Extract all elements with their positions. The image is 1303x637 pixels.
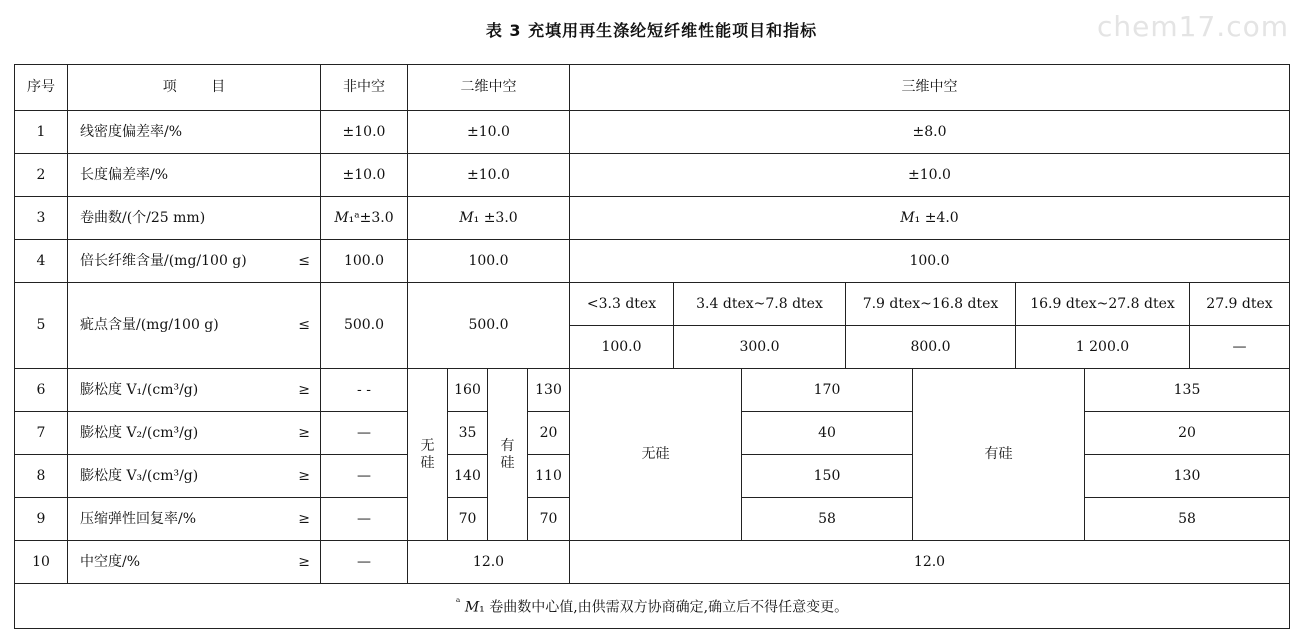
row-item-cell bbox=[68, 541, 321, 584]
spec-table bbox=[14, 64, 1290, 629]
row-no: 7 bbox=[15, 412, 68, 455]
range-value: 100.0 bbox=[570, 326, 674, 369]
header-2d-hollow: 二维中空 bbox=[408, 65, 570, 111]
solid-value: — bbox=[321, 498, 408, 541]
two-d-value: ±10.0 bbox=[408, 154, 570, 197]
two-d-value bbox=[408, 197, 570, 240]
three-d-no-silicone-value: 150 bbox=[742, 455, 913, 498]
row-item-cell bbox=[68, 369, 321, 412]
three-d-silicone-value: 58 bbox=[1085, 498, 1290, 541]
three-d-value bbox=[570, 197, 1290, 240]
silicone-char: 有 bbox=[500, 437, 515, 454]
silicone-label bbox=[488, 369, 528, 541]
range-header: 7.9 dtex~16.8 dtex bbox=[846, 283, 1016, 326]
row-item-cell bbox=[68, 240, 321, 283]
three-d-no-silicone-value: 58 bbox=[742, 498, 913, 541]
range-value: 800.0 bbox=[846, 326, 1016, 369]
m-symbol: M bbox=[900, 209, 915, 226]
two-d-value: 12.0 bbox=[408, 541, 570, 584]
header-no: 序号 bbox=[15, 65, 68, 111]
silicone-value: 110 bbox=[528, 455, 570, 498]
solid-value: ±10.0 bbox=[321, 154, 408, 197]
row-no: 9 bbox=[15, 498, 68, 541]
silicone-value: 70 bbox=[528, 498, 570, 541]
three-d-no-silicone-value: 40 bbox=[742, 412, 913, 455]
row-item: 线密度偏差率/% bbox=[68, 111, 321, 154]
three-d-value: 12.0 bbox=[570, 541, 1290, 584]
three-d-value-text: ₁ ±4.0 bbox=[914, 209, 959, 226]
three-d-silicone-label: 有硅 bbox=[913, 369, 1085, 541]
no-silicone-char: 硅 bbox=[420, 454, 435, 471]
m-symbol: M bbox=[334, 209, 349, 226]
row-item: 膨松度 V₁/(cm³/g) bbox=[80, 381, 199, 398]
m-symbol: M bbox=[464, 599, 480, 616]
solid-value: — bbox=[321, 412, 408, 455]
row-no: 2 bbox=[15, 154, 68, 197]
header-solid: 非中空 bbox=[321, 65, 408, 111]
three-d-value: ±10.0 bbox=[570, 154, 1290, 197]
header-3d-hollow: 三维中空 bbox=[570, 65, 1290, 111]
footnote-row bbox=[15, 584, 1290, 629]
range-value: 1 200.0 bbox=[1016, 326, 1190, 369]
row-item: 倍长纤维含量/(mg/100 g) bbox=[80, 252, 247, 269]
three-d-value: 100.0 bbox=[570, 240, 1290, 283]
row-item: 卷曲数/(个/25 mm) bbox=[68, 197, 321, 240]
limit-symbol: ≥ bbox=[298, 424, 310, 441]
solid-value: ±10.0 bbox=[321, 111, 408, 154]
table-row bbox=[15, 154, 1290, 197]
table-row bbox=[15, 111, 1290, 154]
row-no: 10 bbox=[15, 541, 68, 584]
table-row bbox=[15, 541, 1290, 584]
solid-value: 100.0 bbox=[321, 240, 408, 283]
solid-value: 500.0 bbox=[321, 283, 408, 369]
row-item: 膨松度 V₃/(cm³/g) bbox=[80, 467, 199, 484]
header-item: 项 目 bbox=[68, 65, 321, 111]
row-item: 长度偏差率/% bbox=[68, 154, 321, 197]
range-header: 27.9 dtex bbox=[1190, 283, 1290, 326]
two-d-value: ±10.0 bbox=[408, 111, 570, 154]
no-silicone-value: 140 bbox=[448, 455, 488, 498]
range-value: — bbox=[1190, 326, 1290, 369]
range-header: 16.9 dtex~27.8 dtex bbox=[1016, 283, 1190, 326]
solid-value: — bbox=[321, 455, 408, 498]
row-item-cell bbox=[68, 455, 321, 498]
limit-symbol: ≥ bbox=[298, 510, 310, 527]
silicone-value: 130 bbox=[528, 369, 570, 412]
three-d-value: ±8.0 bbox=[570, 111, 1290, 154]
row-item-cell bbox=[68, 412, 321, 455]
solid-value: — bbox=[321, 541, 408, 584]
row-no: 4 bbox=[15, 240, 68, 283]
table-row bbox=[15, 240, 1290, 283]
no-silicone-label bbox=[408, 369, 448, 541]
solid-value bbox=[321, 197, 408, 240]
limit-symbol: ≥ bbox=[298, 381, 310, 398]
limit-symbol: ≥ bbox=[298, 553, 310, 570]
range-header: 3.4 dtex~7.8 dtex bbox=[674, 283, 846, 326]
two-d-value: 500.0 bbox=[408, 283, 570, 369]
three-d-no-silicone-value: 170 bbox=[742, 369, 913, 412]
table-title: 表 3 充填用再生涤纶短纤维性能项目和指标 bbox=[485, 21, 818, 40]
range-value: 300.0 bbox=[674, 326, 846, 369]
footnote-text: ₁ 卷曲数中心值,由供需双方协商确定,确立后不得任意变更。 bbox=[479, 599, 849, 616]
row-item: 压缩弹性回复率/% bbox=[80, 510, 197, 527]
m-symbol: M bbox=[459, 209, 474, 226]
no-silicone-char: 无 bbox=[420, 437, 435, 454]
solid-value-text: ₁ᵃ±3.0 bbox=[348, 209, 394, 226]
three-d-silicone-value: 135 bbox=[1085, 369, 1290, 412]
limit-symbol: ≤ bbox=[298, 252, 310, 269]
table-row bbox=[15, 197, 1290, 240]
range-header: <3.3 dtex bbox=[570, 283, 674, 326]
footnote-mark: ᵃ bbox=[455, 595, 461, 610]
limit-symbol: ≤ bbox=[298, 317, 310, 334]
silicone-value: 20 bbox=[528, 412, 570, 455]
three-d-no-silicone-label: 无硅 bbox=[570, 369, 742, 541]
limit-symbol: ≥ bbox=[298, 467, 310, 484]
three-d-silicone-value: 20 bbox=[1085, 412, 1290, 455]
solid-value: - - bbox=[321, 369, 408, 412]
row-no: 1 bbox=[15, 111, 68, 154]
row-no: 6 bbox=[15, 369, 68, 412]
two-d-value-text: ₁ ±3.0 bbox=[473, 209, 518, 226]
two-d-value: 100.0 bbox=[408, 240, 570, 283]
row-no: 8 bbox=[15, 455, 68, 498]
no-silicone-value: 35 bbox=[448, 412, 488, 455]
footnote bbox=[15, 584, 1290, 629]
row-item: 疵点含量/(mg/100 g) bbox=[80, 317, 219, 334]
no-silicone-value: 70 bbox=[448, 498, 488, 541]
silicone-char: 硅 bbox=[500, 454, 515, 471]
table-row bbox=[15, 283, 1290, 326]
row-item-cell bbox=[68, 498, 321, 541]
row-item-cell bbox=[68, 283, 321, 369]
row-no: 5 bbox=[15, 283, 68, 369]
watermark: chem17.com bbox=[1097, 10, 1289, 43]
header-row bbox=[15, 65, 1290, 111]
table-row bbox=[15, 369, 1290, 412]
row-item: 膨松度 V₂/(cm³/g) bbox=[80, 424, 199, 441]
row-item: 中空度/% bbox=[80, 553, 141, 570]
no-silicone-value: 160 bbox=[448, 369, 488, 412]
three-d-silicone-value: 130 bbox=[1085, 455, 1290, 498]
row-no: 3 bbox=[15, 197, 68, 240]
